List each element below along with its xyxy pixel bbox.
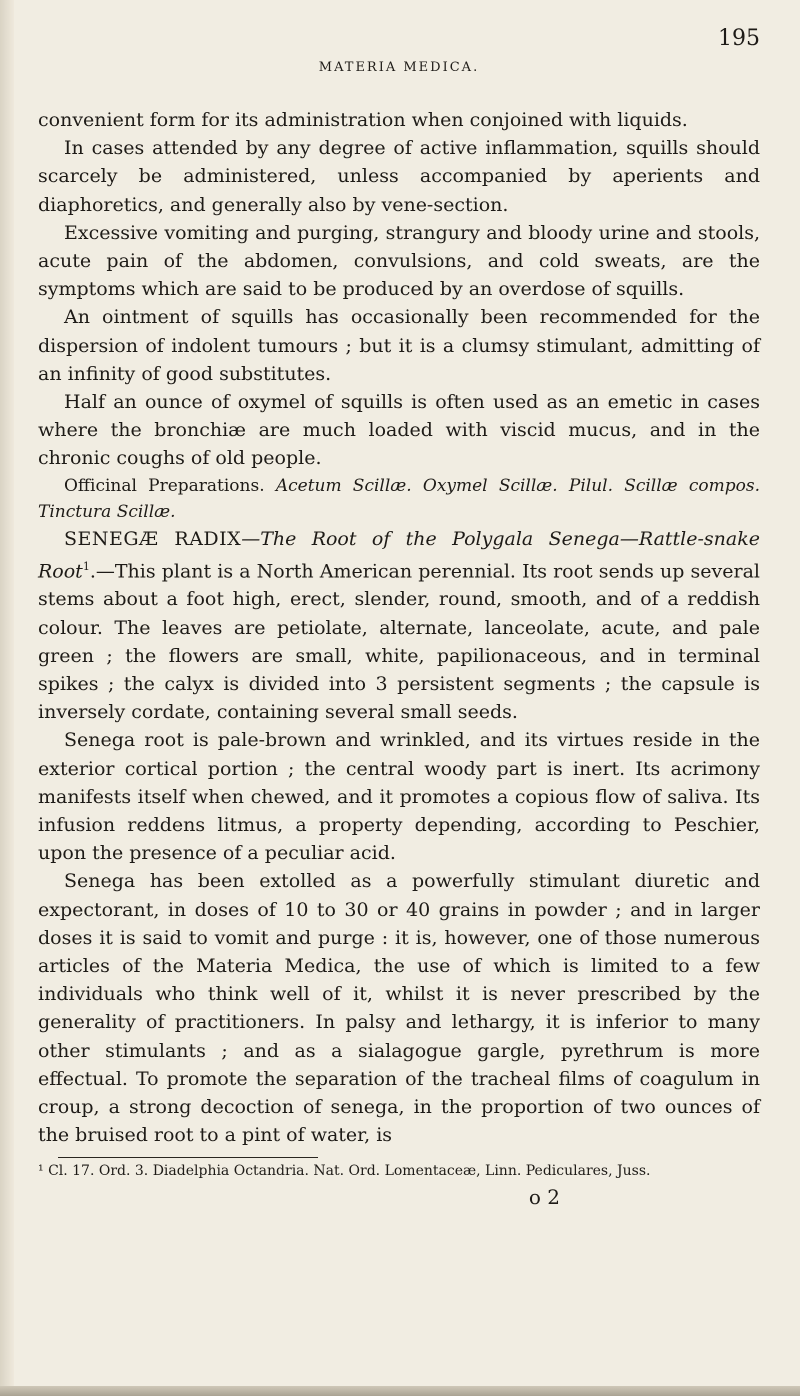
paragraph: Senega has been extolled as a powerfully stimulant diuretic and expectorant, in doses of 10 to 30 or 40 grains in powder ; and in larger doses it is said to vomit and purge : it is, however, one of those numerous articles of the Materia Medica, the use of which is limited to a few individuals who think well of it, whilst it is never prescribed by the generality of practitioners. In palsy and lethargy, it is inferior to many other stimulants ; and as a sialagogue gargle, pyrethrum is more effectual. To promote the separation of the tracheal films of coagulum in croup, a strong decoction of senega, in the proportion of two ounces of the bruised root to a pint of water, is: [38, 870, 760, 1147]
entry-subtitle: —The Root of the Polygala Senega—Rattle-snake Root: [38, 527, 760, 583]
entry-heading: SENEGÆ RADIX: [64, 527, 242, 550]
page-header: [38, 26, 760, 75]
paragraph: convenient form for its administration when conjoined with liquids.: [38, 109, 688, 131]
officinal-items: Acetum Scillæ. Oxymel Scillæ. Pilul. Scillæ compos. Tinctura Scillæ.: [38, 475, 760, 522]
page-spine: [0, 0, 14, 1396]
footnote: ¹ Cl. 17. Ord. 3. Diadelphia Octandria. Nat. Ord. Lomentaceæ, Linn. Pediculares, Juss.: [38, 1163, 651, 1180]
body-text: [38, 106, 760, 1149]
paragraph: Senega root is pale-brown and wrinkled, and its virtues reside in the exterior cortical portion ; the central woody part is inert. Its acrimony manifests itself when chewed, and it promotes a copious flow of saliva. Its infusion reddens litmus, a property depending, according to Peschier, upon the presence of a peculiar acid.: [38, 729, 760, 865]
book-page: [38, 26, 760, 1209]
paragraph: .—This plant is a North American perennial. Its root sends up several stems about a foot high, erect, slender, round, smooth, and of a reddish colour. The leaves are petiolate, alternate, lanceolate, acute, and pale green ; the flowers are small, white, papilionaceous, and in terminal spikes ; the calyx is divided into 3 persistent segments ; the capsule is inversely cordate, containing several small seeds.: [38, 560, 760, 724]
footnote-marker: 1: [82, 559, 90, 573]
officinal-label: Officinal Preparations.: [64, 475, 265, 496]
running-head: MATERIA MEDICA.: [318, 60, 480, 75]
paragraph: An ointment of squills has occasionally been recommended for the dispersion of indolent tumours ; but it is a clumsy stimulant, admitting of an infinity of good substitutes.: [38, 306, 760, 385]
paragraph: Excessive vomiting and purging, strangury and bloody urine and stools, acute pain of the abdomen, convulsions, and cold sweats, are the symptoms which are said to be produced by an overdose of squills.: [38, 221, 760, 301]
paragraph: In cases attended by any degree of active inflammation, squills should scarcely be administered, unless accompanied by aperients and diaphoretics, and generally also by vene-section.: [38, 137, 760, 216]
footnote-rule: [58, 1157, 318, 1158]
signature-mark: o 2: [528, 1185, 560, 1210]
paragraph: Half an ounce of oxymel of squills is often used as an emetic in cases where the bronchiæ are much loaded with viscid mucus, and in the chronic coughs of old people.: [38, 391, 760, 470]
page-bottom-edge: [0, 1386, 800, 1396]
page-number: 195: [718, 26, 760, 51]
senega-entry: [38, 525, 760, 727]
officinal-preparations: [38, 473, 760, 525]
